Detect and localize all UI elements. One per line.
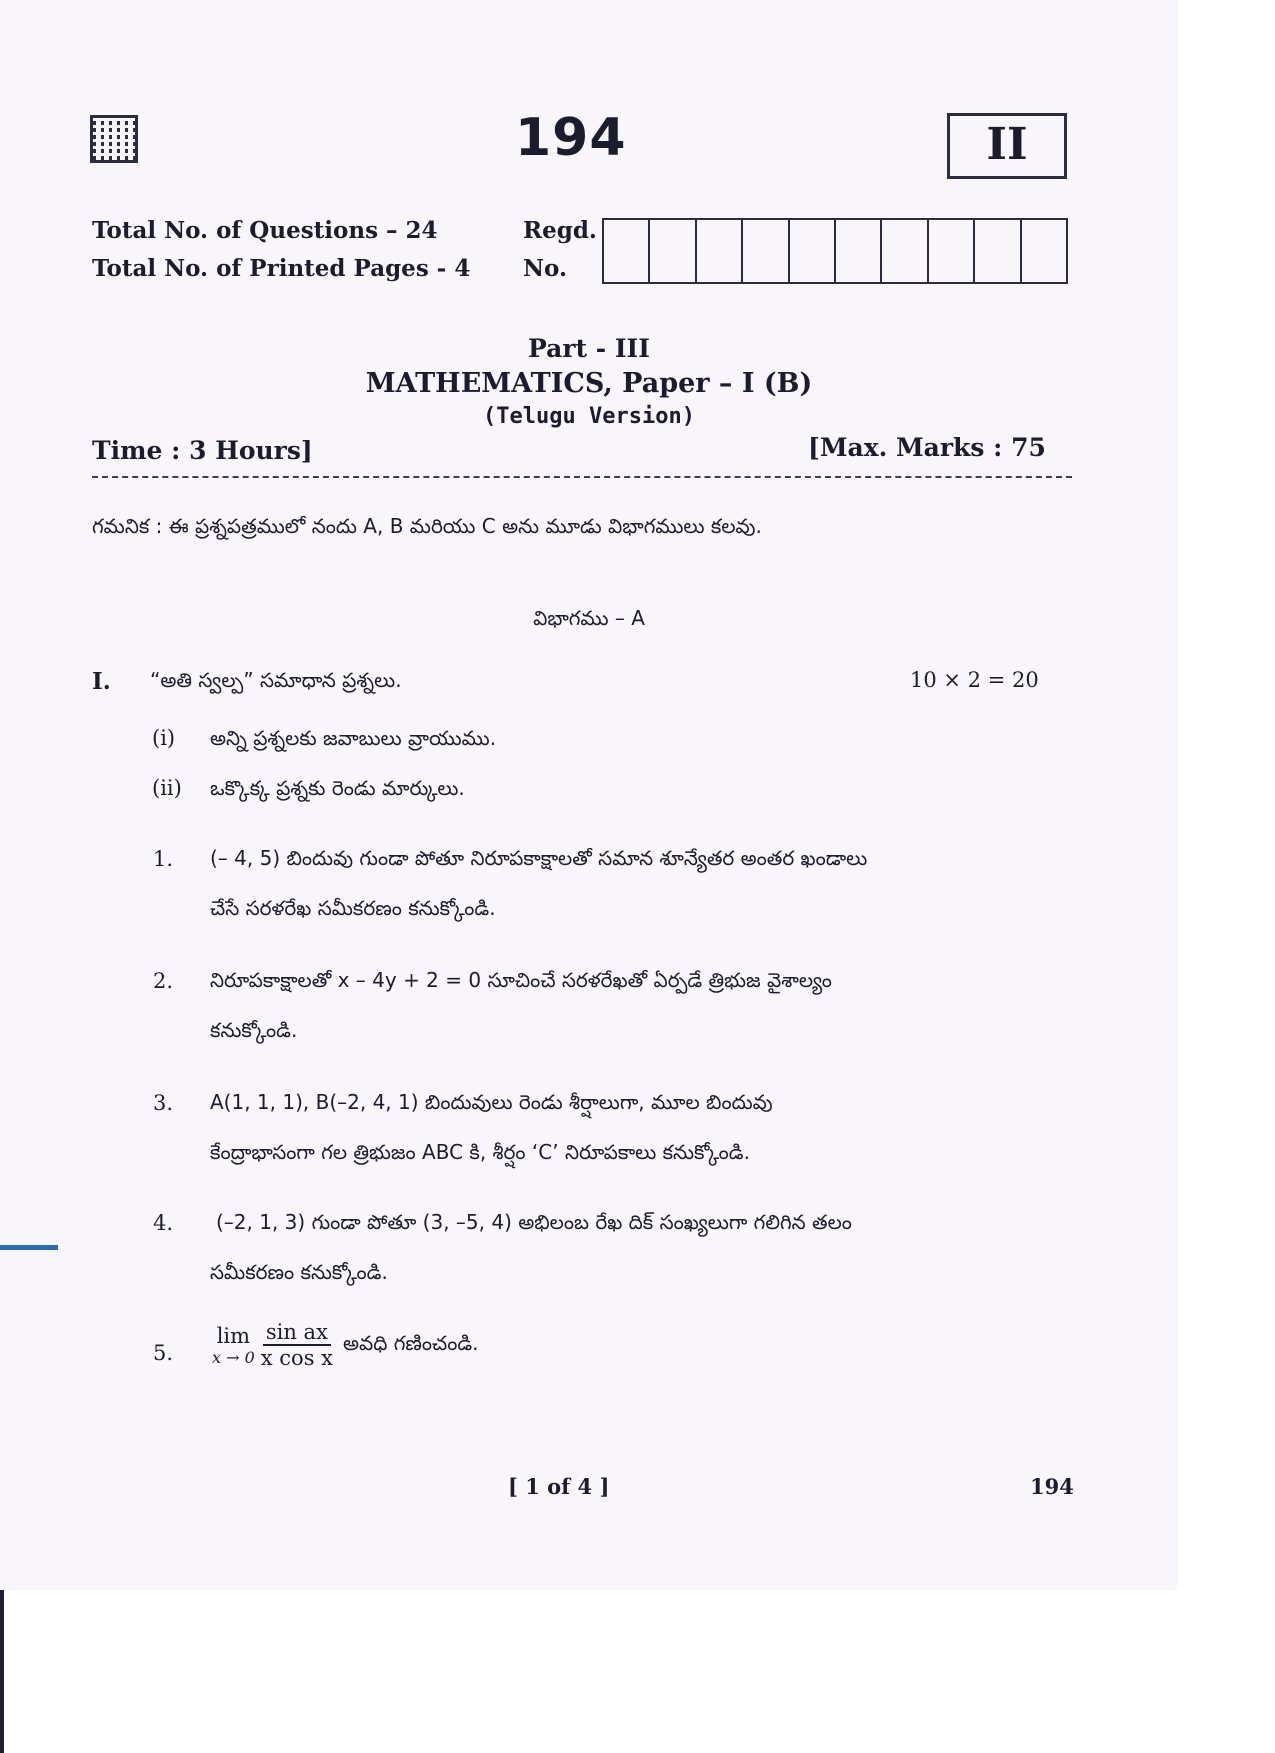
regd-cell[interactable] xyxy=(697,220,743,282)
total-pages: Total No. of Printed Pages - 4 xyxy=(92,255,471,282)
question-number: 5. xyxy=(153,1341,174,1365)
regd-cell[interactable] xyxy=(1022,220,1066,282)
instruction-text: ఒక్కొక్క ప్రశ్నకు రెండు మార్కులు. xyxy=(210,776,465,800)
regd-cell[interactable] xyxy=(836,220,882,282)
set-label-box: II xyxy=(947,113,1067,179)
section-marks: 10 × 2 = 20 xyxy=(910,668,1039,692)
regd-cell[interactable] xyxy=(975,220,1021,282)
question-text: కేంద్రాభాసంగా గల త్రిభుజం ABC కి, శీర్షం ‘C’ నిరూపకాలు కనుక్కోండి. xyxy=(210,1140,750,1164)
question-text: చేసే సరళరేఖ సమీకరణం కనుక్కోండి. xyxy=(210,896,496,920)
fraction-denominator: x cos x xyxy=(260,1346,333,1370)
total-questions: Total No. of Questions – 24 xyxy=(92,217,438,244)
question-text: (– 4, 5) బిందువు గుండా పోతూ నిరూపకాక్షాలతో సమాన శూన్యేతర అంతర ఖండాలు xyxy=(210,846,868,870)
registration-number-grid[interactable] xyxy=(602,218,1068,284)
part-title: Part - III xyxy=(528,334,650,363)
limit-operator xyxy=(212,1324,255,1367)
scan-edge xyxy=(0,1590,4,1753)
paper-code: 194 xyxy=(515,108,627,168)
limit-expression xyxy=(212,1320,479,1370)
regd-cell[interactable] xyxy=(882,220,928,282)
question-number: 4. xyxy=(153,1211,174,1235)
instruction-label: (i) xyxy=(152,726,176,750)
time-label: Time : 3 Hours] xyxy=(92,436,313,465)
limit-word: lim xyxy=(216,1323,251,1348)
question-text: సమీకరణం కనుక్కోండి. xyxy=(210,1260,388,1284)
page-indicator: [ 1 of 4 ] xyxy=(508,1474,610,1499)
instruction-text: అన్ని ప్రశ్నలకు జవాబులు వ్రాయుము. xyxy=(210,726,497,750)
qr-code-icon xyxy=(90,115,138,163)
limit-fraction xyxy=(261,1320,333,1370)
section-heading: “అతి స్వల్ప” సమాధాన ప్రశ్నలు. xyxy=(150,668,402,692)
question-number: 1. xyxy=(153,847,174,871)
section-title: విభాగము – A xyxy=(533,606,645,630)
question-text: నిరూపకాక్షాలతో x – 4y + 2 = 0 సూచించే సరళరేఖతో ఏర్పడే త్రిభుజ వైశాల్యం xyxy=(210,968,832,992)
footer-code: 194 xyxy=(1030,1474,1074,1499)
regd-no-label: No. xyxy=(523,255,567,282)
regd-cell[interactable] xyxy=(743,220,789,282)
fraction-numerator: sin ax xyxy=(263,1320,331,1346)
version-title: (Telugu Version) xyxy=(483,404,695,429)
regd-cell[interactable] xyxy=(929,220,975,282)
regd-label: Regd. xyxy=(523,217,597,244)
subject-title: MATHEMATICS, Paper – I (B) xyxy=(365,368,813,399)
header-divider xyxy=(92,476,1072,478)
section-roman: I. xyxy=(92,668,111,695)
question-number: 3. xyxy=(153,1091,174,1115)
regd-cell[interactable] xyxy=(650,220,696,282)
question-text: A(1, 1, 1), B(–2, 4, 1) బిందువులు రెండు శీర్షాలుగా, మూల బిందువు xyxy=(210,1090,773,1114)
regd-cell[interactable] xyxy=(604,220,650,282)
exam-note: గమనిక : ఈ ప్రశ్నపత్రములో నందు A, B మరియు C అను మూడు విభాగములు కలవు. xyxy=(92,514,762,538)
question-text: (–2, 1, 3) గుండా పోతూ (3, –5, 4) అభిలంబ రేఖ దిక్ సంఖ్యలుగా గలిగిన తలం xyxy=(216,1210,852,1234)
question-number: 2. xyxy=(153,969,174,993)
instruction-label: (ii) xyxy=(152,776,182,800)
regd-cell[interactable] xyxy=(790,220,836,282)
question-text: కనుక్కోండి. xyxy=(210,1018,298,1042)
margin-mark xyxy=(0,1245,58,1250)
max-marks-label: [Max. Marks : 75 xyxy=(808,433,1046,462)
limit-subscript: x → 0 xyxy=(212,1347,255,1367)
question-text: అవధి గణించండి. xyxy=(343,1330,479,1355)
